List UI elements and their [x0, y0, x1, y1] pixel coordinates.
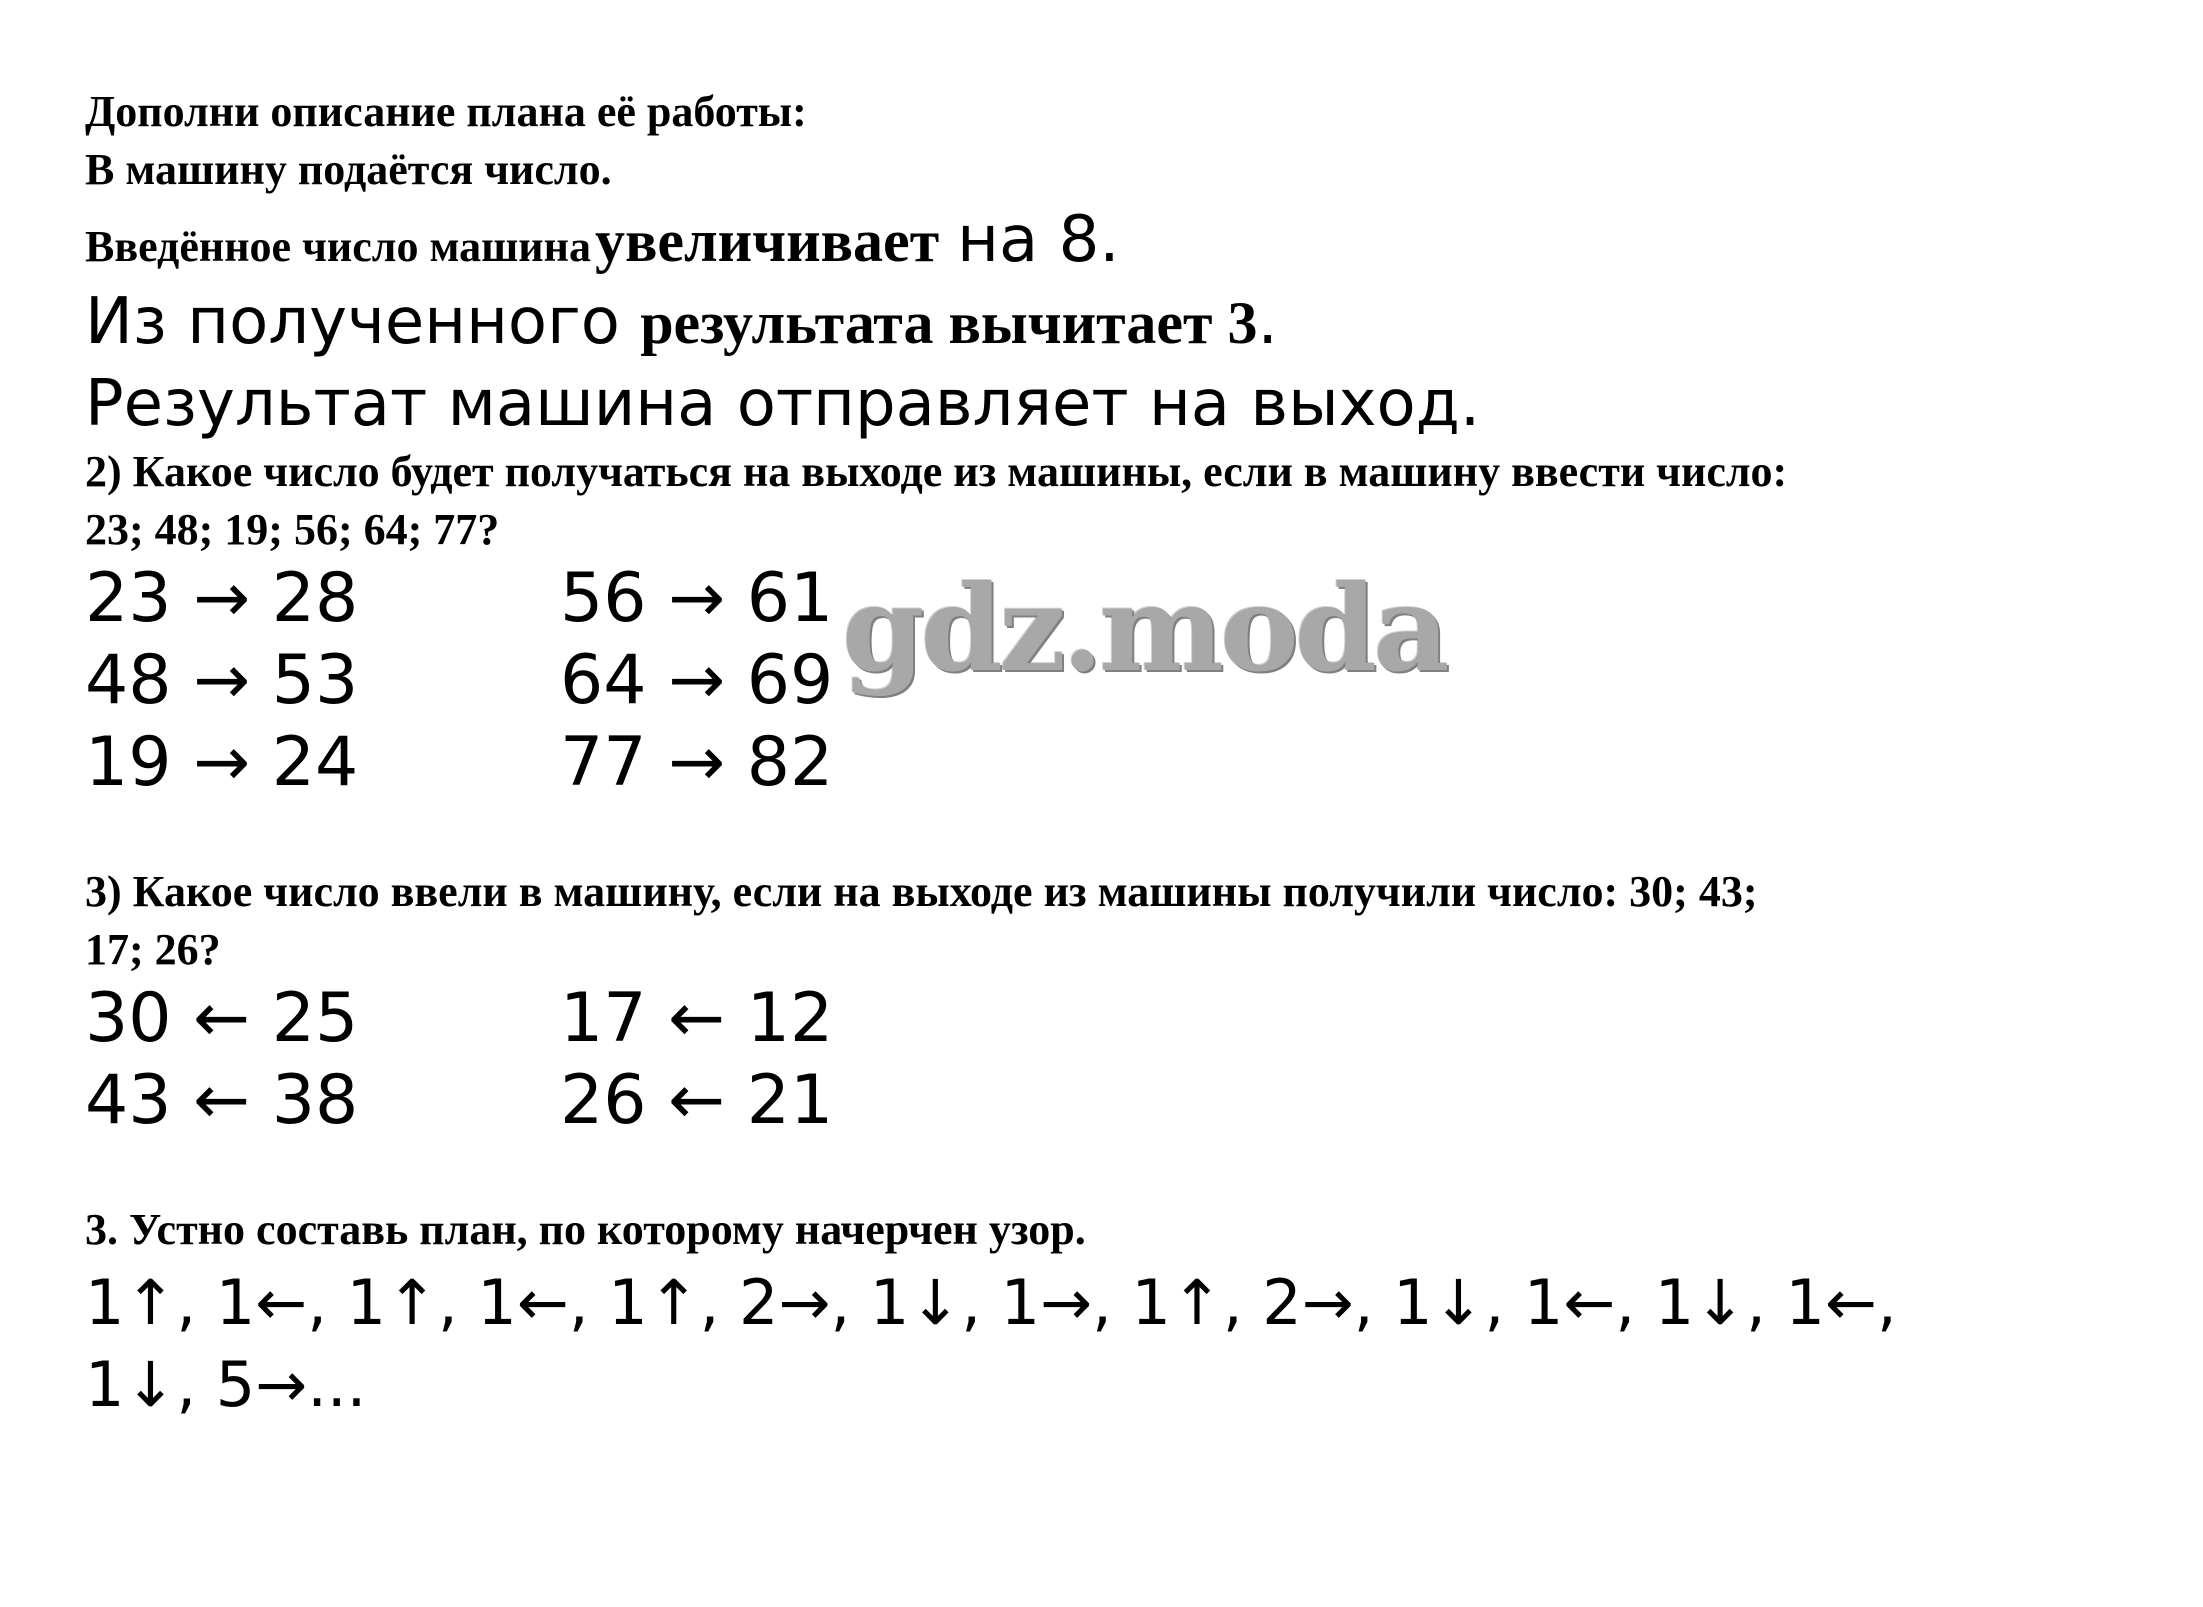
q3-answer-pair: 26 ← 21	[560, 1061, 834, 1140]
q2-answer-pair: 77 → 82	[560, 723, 834, 802]
answer-handwritten-text: .	[1257, 285, 1278, 359]
answer-line-subtract	[85, 285, 1278, 359]
answer-handwritten-text: на 8.	[957, 203, 1120, 277]
answer-line-increase	[85, 203, 1120, 277]
q2-answer-pair: 64 → 69	[560, 641, 834, 720]
q2-answer-pair: 48 → 53	[85, 641, 359, 720]
q3-answer-pair: 17 ← 12	[560, 979, 834, 1058]
q2-answer-pair: 23 → 28	[85, 559, 359, 638]
question-3: 3) Какое число ввели в машину, если на выходе из машины получили число: 30; 43;	[85, 867, 1758, 916]
question-3-numbers: 17; 26?	[85, 925, 221, 974]
answer-bold-text: увеличивает	[594, 208, 940, 274]
pattern-plan-line: 1↑, 1←, 1↑, 1←, 1↑, 2→, 1↓, 1→, 1↑, 2→, 1↓, 1←, 1↓, 1←,	[85, 1266, 1897, 1339]
answer-line-output: Результат машина отправляет на выход.	[85, 367, 1481, 441]
task-line-input: В машину подаётся число.	[85, 145, 612, 194]
answer-bold-text: результата вычитает 3	[640, 290, 1258, 356]
q3-answer-pair: 30 ← 25	[85, 979, 359, 1058]
q2-answer-pair: 19 → 24	[85, 723, 359, 802]
question-2-numbers: 23; 48; 19; 56; 64; 77?	[85, 505, 500, 554]
task-instruction: Дополни описание плана её работы:	[85, 87, 807, 136]
answer-handwritten-text: Из полученного	[85, 285, 620, 359]
watermark-logo: gdz.moda	[842, 559, 1446, 698]
question-2: 2) Какое число будет получаться на выходе из машины, если в машину ввести число:	[85, 447, 1788, 496]
printed-text: Введённое число машина	[85, 222, 591, 271]
pattern-plan-line: 1↓, 5→...	[85, 1348, 367, 1421]
q3-answer-pair: 43 ← 38	[85, 1061, 359, 1140]
q2-answer-pair: 56 → 61	[560, 559, 834, 638]
task-3-heading: 3. Устно составь план, по которому начерчен узор.	[85, 1205, 1086, 1254]
